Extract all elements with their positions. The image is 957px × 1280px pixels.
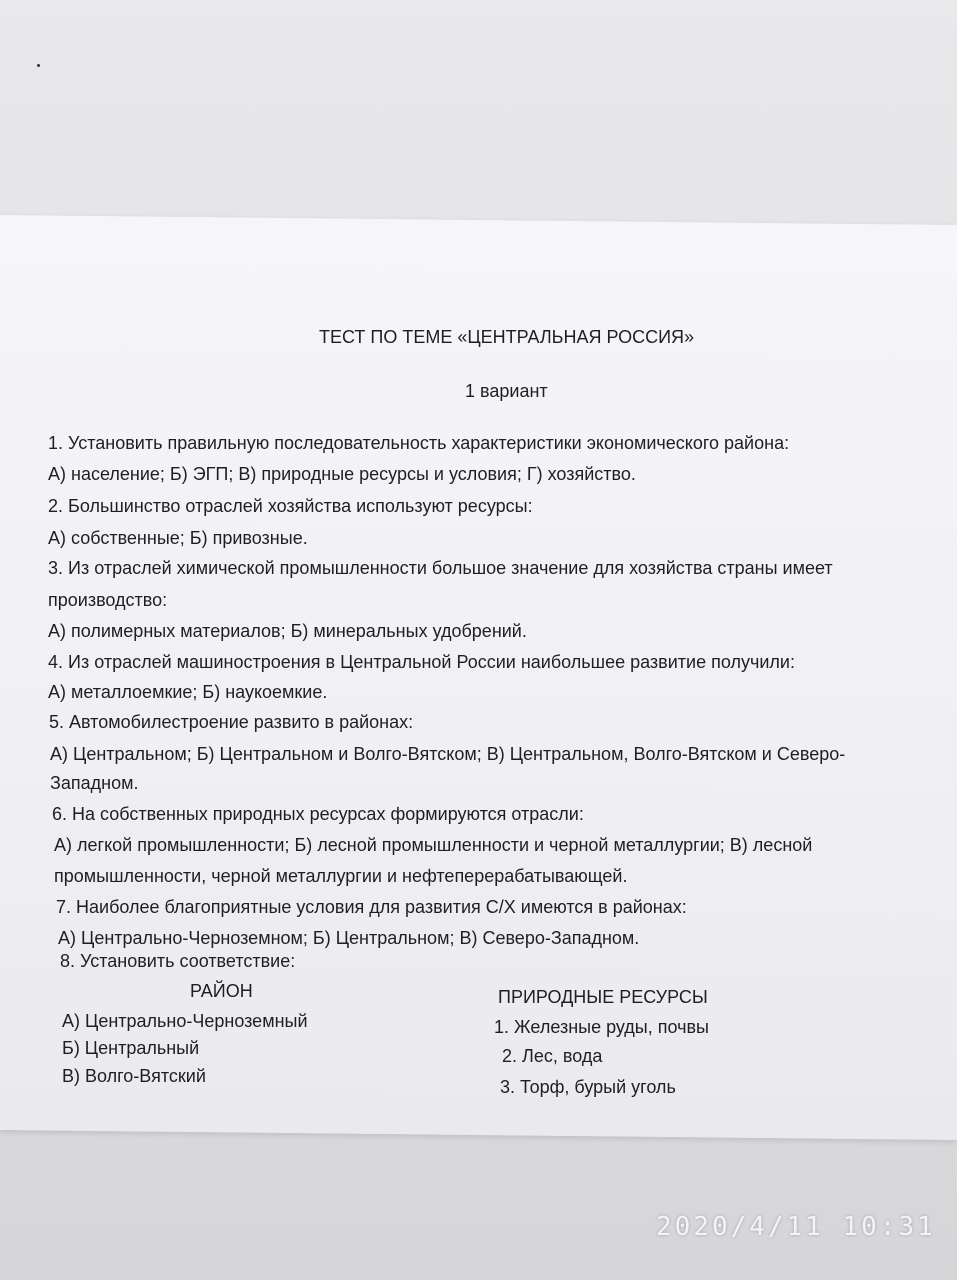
- photo-timestamp: 2020/4/11 10:31: [656, 1212, 936, 1242]
- question-7: 7. Наиболее благоприятные условия для развития С/Х имеются в районах:: [56, 897, 687, 917]
- resources-header: ПРИРОДНЫЕ РЕСУРСЫ: [498, 987, 708, 1007]
- document-title: ТЕСТ ПО ТЕМЕ «ЦЕНТРАЛЬНАЯ РОССИЯ»: [319, 327, 695, 347]
- answer-6-cont: промышленности, черной металлургии и нефтеперерабатывающей.: [54, 866, 628, 886]
- district-item: А) Центрально-Черноземный: [62, 1011, 308, 1031]
- answer-3: А) полимерных материалов; Б) минеральных удобрений.: [48, 621, 527, 641]
- answer-6: А) легкой промышленности; Б) лесной промышленности и черной металлургии; В) лесной: [54, 835, 813, 855]
- variant-label: 1 вариант: [465, 381, 548, 401]
- answer-2: А) собственные; Б) привозные.: [48, 528, 308, 548]
- resource-item: 2. Лес, вода: [502, 1046, 603, 1066]
- answer-1: А) население; Б) ЭГП; В) природные ресурсы и условия; Г) хозяйство.: [48, 464, 636, 484]
- answer-5: А) Центральном; Б) Центральном и Волго-Вятском; В) Центральном, Волго-Вятском и Северо-: [50, 744, 846, 764]
- district-header: РАЙОН: [190, 981, 253, 1001]
- answer-4: А) металлоемкие; Б) наукоемкие.: [48, 682, 328, 702]
- dust-speck: [37, 64, 40, 67]
- resource-item: 3. Торф, бурый уголь: [500, 1077, 676, 1097]
- resource-item: 1. Железные руды, почвы: [494, 1017, 709, 1037]
- question-3: 3. Из отраслей химической промышленности большое значение для хозяйства страны имеет: [48, 558, 833, 578]
- answer-7: А) Центрально-Черноземном; Б) Центральном; В) Северо-Западном.: [58, 928, 640, 948]
- district-item: Б) Центральный: [62, 1038, 200, 1058]
- answer-5-cont: Западном.: [50, 773, 139, 793]
- question-8: 8. Установить соответствие:: [60, 951, 296, 971]
- question-1: 1. Установить правильную последовательность характеристики экономического района:: [48, 433, 790, 453]
- question-3-cont: производство:: [48, 590, 168, 610]
- question-4: 4. Из отраслей машиностроения в Центральной России наибольшее развитие получили:: [48, 652, 795, 672]
- question-2: 2. Большинство отраслей хозяйства используют ресурсы:: [48, 496, 533, 516]
- district-item: В) Волго-Вятский: [62, 1066, 206, 1086]
- paper-sheet: [0, 215, 957, 1140]
- question-5: 5. Автомобилестроение развито в районах:: [49, 712, 414, 732]
- question-6: 6. На собственных природных ресурсах формируются отрасли:: [52, 804, 584, 824]
